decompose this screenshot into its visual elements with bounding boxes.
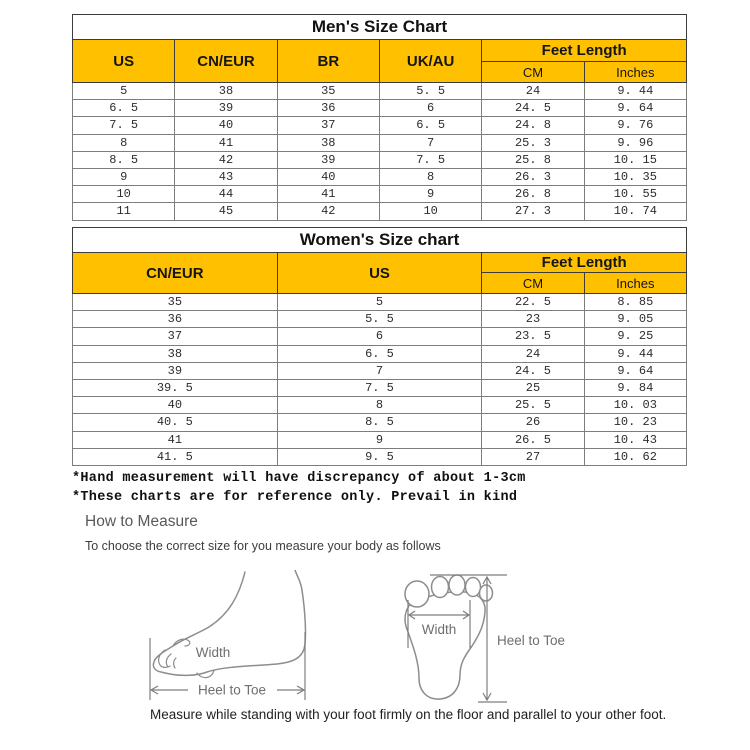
table-row <box>73 448 687 465</box>
disclaimer-notes <box>72 469 526 507</box>
table-cell: 37 <box>277 117 379 134</box>
table-row <box>73 169 687 186</box>
table-cell: 39 <box>277 151 379 168</box>
table-cell: 27. 3 <box>482 203 584 220</box>
column-header-us: US <box>277 253 482 294</box>
table-cell: 39 <box>175 100 277 117</box>
table-cell: 10. 35 <box>584 169 686 186</box>
table-cell: 9. 25 <box>584 328 686 345</box>
table-row <box>73 397 687 414</box>
table-cell: 5. 5 <box>379 83 481 100</box>
table-row <box>73 294 687 311</box>
column-header-ukau: UK/AU <box>379 40 481 83</box>
toe-curl-1 <box>159 650 170 667</box>
table-cell: 5. 5 <box>277 311 482 328</box>
table-cell: 40 <box>73 397 278 414</box>
side-width-label: Width <box>195 645 231 660</box>
table-cell: 22. 5 <box>482 294 584 311</box>
table-cell: 10. 23 <box>584 414 686 431</box>
womens-chart-body <box>73 294 687 466</box>
table-cell: 24. 5 <box>482 100 584 117</box>
table-cell: 24 <box>482 83 584 100</box>
table-cell: 10. 55 <box>584 186 686 203</box>
table-cell: 35 <box>73 294 278 311</box>
table-cell: 41 <box>73 431 278 448</box>
table-cell: 7 <box>277 362 482 379</box>
table-cell: 10 <box>73 186 175 203</box>
table-cell: 42 <box>277 203 379 220</box>
table-cell: 8. 5 <box>277 414 482 431</box>
table-cell: 41. 5 <box>73 448 278 465</box>
table-cell: 9. 84 <box>584 380 686 397</box>
table-cell: 9. 44 <box>584 83 686 100</box>
footprint-outline-path <box>405 592 485 699</box>
table-cell: 10. 03 <box>584 397 686 414</box>
column-header-us: US <box>73 40 175 83</box>
foot-side-view-diagram <box>145 570 315 702</box>
table-cell: 9. 64 <box>584 362 686 379</box>
womens-size-chart-table <box>72 227 687 466</box>
table-cell: 37 <box>73 328 278 345</box>
column-header-feet-length: Feet Length <box>482 253 687 273</box>
table-row <box>73 151 687 168</box>
table-cell: 9. 44 <box>584 345 686 362</box>
note-reference-only: *These charts are for reference only. Prevail in kind <box>72 490 518 505</box>
table-row <box>73 345 687 362</box>
column-header-cneur: CN/EUR <box>175 40 277 83</box>
table-cell: 9 <box>379 186 481 203</box>
table-cell: 10. 74 <box>584 203 686 220</box>
table-row <box>73 311 687 328</box>
table-cell: 42 <box>175 151 277 168</box>
table-cell: 10. 62 <box>584 448 686 465</box>
table-row <box>73 362 687 379</box>
foot-sole-view-diagram <box>395 558 600 712</box>
foot-side-outline-group <box>153 570 305 678</box>
table-cell: 38 <box>175 83 277 100</box>
toe-curl-3 <box>174 658 176 668</box>
table-cell: 6. 5 <box>277 345 482 362</box>
table-cell: 8 <box>277 397 482 414</box>
how-to-measure-heading: How to Measure <box>85 513 198 530</box>
column-header-br: BR <box>277 40 379 83</box>
table-cell: 45 <box>175 203 277 220</box>
table-cell: 26. 5 <box>482 431 584 448</box>
table-cell: 38 <box>277 134 379 151</box>
toe-3 <box>449 575 465 595</box>
table-cell: 40 <box>175 117 277 134</box>
table-cell: 39. 5 <box>73 380 278 397</box>
column-header-cm: CM <box>482 273 584 294</box>
how-to-measure-subheading: To choose the correct size for you measure your body as follows <box>85 539 441 553</box>
table-row <box>73 134 687 151</box>
column-header-cneur: CN/EUR <box>73 253 278 294</box>
table-cell: 7. 5 <box>277 380 482 397</box>
table-cell: 26. 3 <box>482 169 584 186</box>
table-cell: 26. 8 <box>482 186 584 203</box>
table-cell: 8 <box>73 134 175 151</box>
table-cell: 25 <box>482 380 584 397</box>
table-row <box>73 83 687 100</box>
big-toe <box>405 581 429 607</box>
mens-size-chart-table <box>72 14 687 221</box>
table-cell: 6 <box>277 328 482 345</box>
table-cell: 9. 96 <box>584 134 686 151</box>
mens-chart-title: Men's Size Chart <box>73 15 687 40</box>
table-cell: 40. 5 <box>73 414 278 431</box>
table-row <box>73 186 687 203</box>
table-cell: 8. 85 <box>584 294 686 311</box>
table-cell: 7 <box>379 134 481 151</box>
table-cell: 8. 5 <box>73 151 175 168</box>
column-header-cm: CM <box>482 62 584 83</box>
footprint-group <box>405 575 493 699</box>
table-cell: 23 <box>482 311 584 328</box>
table-cell: 25. 8 <box>482 151 584 168</box>
mens-chart-body <box>73 83 687 221</box>
toe-5 <box>480 585 493 601</box>
mens-chart-header-row <box>73 40 687 62</box>
table-cell: 35 <box>277 83 379 100</box>
column-header-inches: Inches <box>584 62 686 83</box>
mens-chart-title-row <box>73 15 687 40</box>
table-row <box>73 414 687 431</box>
womens-chart-title-row <box>73 228 687 253</box>
table-cell: 10 <box>379 203 481 220</box>
table-cell: 36 <box>277 100 379 117</box>
note-hand-measurement: *Hand measurement will have discrepancy of about 1-3cm <box>72 471 526 486</box>
measure-instruction-text: Measure while standing with your foot firmly on the floor and parallel to your other foot. <box>150 707 667 722</box>
table-cell: 6 <box>379 100 481 117</box>
table-cell: 6. 5 <box>379 117 481 134</box>
table-cell: 8 <box>379 169 481 186</box>
table-cell: 25. 3 <box>482 134 584 151</box>
column-header-feet-length: Feet Length <box>482 40 687 62</box>
table-cell: 24. 5 <box>482 362 584 379</box>
table-cell: 44 <box>175 186 277 203</box>
toe-2 <box>432 577 449 598</box>
table-cell: 43 <box>175 169 277 186</box>
sole-width-label: Width <box>421 622 457 637</box>
table-cell: 41 <box>175 134 277 151</box>
table-cell: 9. 64 <box>584 100 686 117</box>
sole-heel-to-toe-label: Heel to Toe <box>497 633 566 648</box>
table-row <box>73 380 687 397</box>
table-cell: 23. 5 <box>482 328 584 345</box>
table-row <box>73 100 687 117</box>
table-cell: 9. 05 <box>584 311 686 328</box>
column-header-inches: Inches <box>584 273 686 294</box>
table-cell: 9 <box>73 169 175 186</box>
table-cell: 10. 43 <box>584 431 686 448</box>
table-cell: 7. 5 <box>73 117 175 134</box>
side-heel-to-toe-label: Heel to Toe <box>197 682 267 698</box>
table-cell: 5 <box>277 294 482 311</box>
toe-curl-2 <box>166 654 171 667</box>
table-cell: 24 <box>482 345 584 362</box>
table-cell: 26 <box>482 414 584 431</box>
table-cell: 9 <box>277 431 482 448</box>
table-cell: 11 <box>73 203 175 220</box>
table-cell: 6. 5 <box>73 100 175 117</box>
toe-4 <box>466 578 481 597</box>
table-row <box>73 431 687 448</box>
table-cell: 38 <box>73 345 278 362</box>
table-row <box>73 117 687 134</box>
table-cell: 40 <box>277 169 379 186</box>
table-cell: 39 <box>73 362 278 379</box>
table-cell: 9. 76 <box>584 117 686 134</box>
table-row <box>73 328 687 345</box>
womens-chart-title: Women's Size chart <box>73 228 687 253</box>
table-cell: 36 <box>73 311 278 328</box>
table-cell: 24. 8 <box>482 117 584 134</box>
table-cell: 10. 15 <box>584 151 686 168</box>
table-cell: 5 <box>73 83 175 100</box>
table-cell: 41 <box>277 186 379 203</box>
table-cell: 27 <box>482 448 584 465</box>
table-cell: 25. 5 <box>482 397 584 414</box>
table-row <box>73 203 687 220</box>
table-cell: 9. 5 <box>277 448 482 465</box>
womens-chart-header-row <box>73 253 687 273</box>
table-cell: 7. 5 <box>379 151 481 168</box>
